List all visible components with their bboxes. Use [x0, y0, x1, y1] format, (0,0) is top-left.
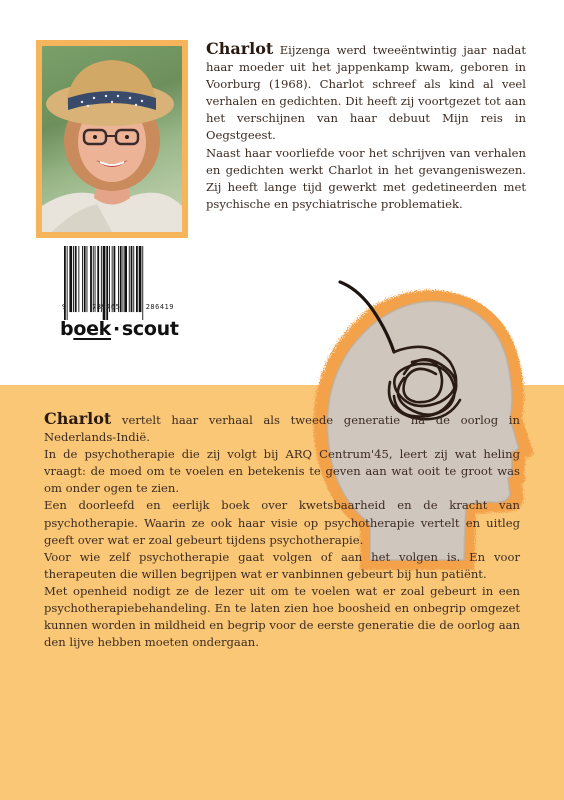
blurb-text-1: vertelt haar verhaal als tweede generatie na de oorlog in Nederlands-Indië. — [44, 413, 520, 445]
logo-part-oek: oek — [73, 318, 111, 340]
isbn-digit-group-1: 9 — [62, 303, 67, 311]
publisher-logo — [60, 318, 179, 340]
blurb-lead: Charlot — [44, 409, 112, 428]
author-bio-text-1: Eijzenga werd tweeëntwintig jaar nadat haar moeder uit het jappenkamp kwam, geboren in Voorburg (1968). Charlot schreef als kind al veel verhalen en gedichten. Dit heeft zij voortgezet tot aan het verschijnen van haar debuut Mijn reis in Oegstgeest. — [206, 43, 526, 143]
blurb-paragraph-4: Voor wie zelf psychotherapie gaat volgen of aan het volgen is. En voor therapeuten die willen begrijpen wat er vanbinnen gebeurt bij hun patiënt. — [44, 549, 520, 581]
author-bio-paragraph-1 — [206, 40, 526, 145]
isbn-digit-group-3: 286419 — [145, 303, 174, 311]
blurb-paragraph-2: In de psychotherapie die zij volgt bij ARQ Centrum'45, leert zij wat heling vraagt: de moed om te voelen en betekenis te geven aan wat ooit te groot was om onder ogen te zien. — [44, 447, 520, 496]
logo-part-scout: scout — [121, 318, 179, 340]
logo-dot: · — [113, 318, 120, 340]
blurb-paragraph-3: Een doorleefd en eerlijk boek over kwetsbaarheid en de kracht van psychotherapie. Waarin ze ook haar visie op psychotherapie vertelt en uitleg geeft over wat er zoal gebeurt tijdens psychotherapie. — [44, 498, 520, 547]
author-photo-frame — [36, 40, 188, 238]
author-bio-paragraph-2: Naast haar voorliefde voor het schrijven van verhalen en gedichten werkt Charlot in het gevangeniswezen. Zij heeft lange tijd gewerkt met gedetineerden met psychische en psychiatrische problematiek. — [206, 145, 526, 211]
blurb-paragraph-5: Met openheid nodigt ze de lezer uit om te voelen wat er zoal gebeurt in een psychotherapiebehandeling. En te laten zien hoe boosheid en onbegrip omgezet kunnen worden in mildheid en begrip voor de eerste generatie die de oorlog aan den lijve hebben moeten ondergaan. — [44, 583, 520, 650]
author-bio — [206, 40, 526, 213]
author-photo — [42, 46, 182, 232]
blurb-paragraph-1 — [44, 410, 520, 446]
logo-part-b: b — [60, 318, 74, 340]
isbn-digits — [62, 303, 174, 311]
book-blurb — [44, 410, 520, 651]
author-bio-lead: Charlot — [206, 39, 274, 58]
isbn-digit-group-2: 789465 — [92, 303, 121, 311]
